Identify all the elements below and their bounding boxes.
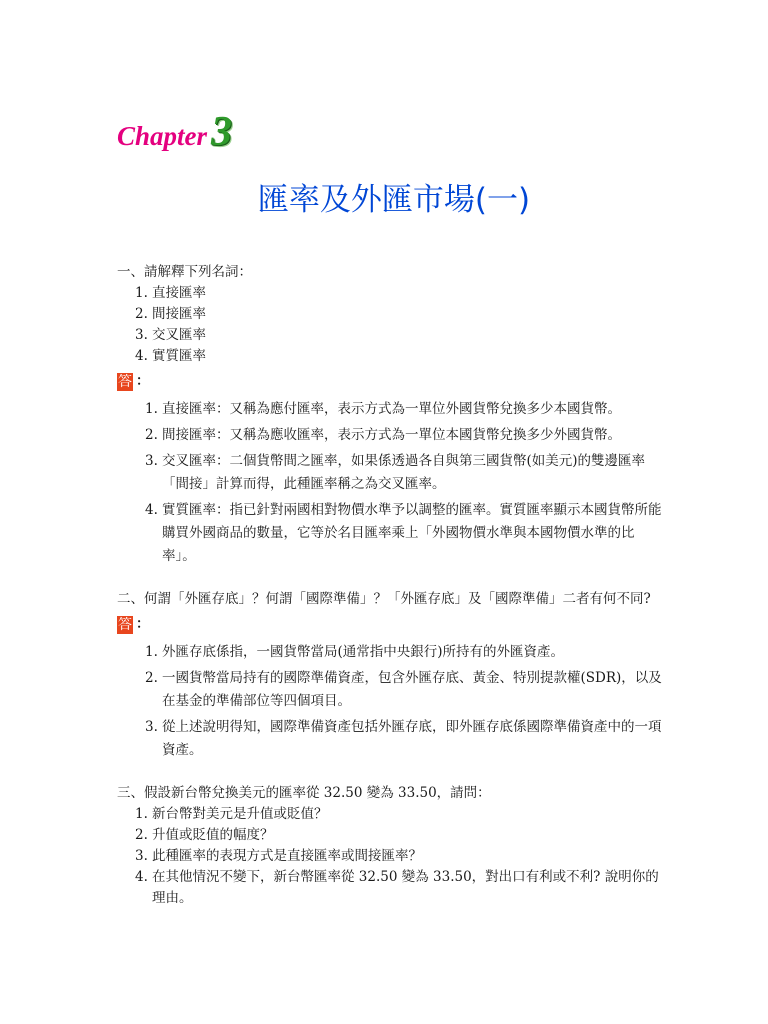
answer-item: 4. 實質匯率：指已針對兩國相對物價水準予以調整的匯率。實質匯率顯示本國貨幣所能購買外國商品的數量，它等於名目匯率乘上「外國物價水準與本國物價水準的比率」。	[145, 502, 662, 564]
section-gap	[117, 571, 665, 589]
document-body	[117, 262, 665, 909]
chapter-heading	[117, 108, 232, 156]
answer-item: 1. 直接匯率：又稱為應付匯率，表示方式為一單位外國貨幣兌換多少本國貨幣。	[145, 401, 621, 417]
question-prompt: 三、假設新台幣兌換美元的匯率從 32.50 變為 33.50，請問：	[117, 785, 491, 801]
list-item: 1. 直接匯率	[135, 285, 206, 301]
answer-item: 3. 從上述說明得知，國際準備資產包括外匯存底，即外匯存底係國際準備資產中的一項資產。	[145, 719, 662, 758]
list-item: 2. 間接匯率	[135, 306, 206, 322]
answer-badge: 答	[118, 616, 132, 633]
list-item: 3. 交叉匯率	[135, 327, 206, 343]
question-1	[117, 262, 665, 568]
question-3	[117, 783, 665, 909]
answer-list	[117, 398, 665, 568]
list-item: 3. 此種匯率的表現方式是直接匯率或間接匯率？	[135, 848, 422, 864]
answer-item: 3. 交叉匯率：二個貨幣間之匯率，如果係透過各自與第三國貨幣(如美元)的雙邊匯率「間接」計算而得，此種匯率稱之為交叉匯率。	[145, 453, 646, 492]
question-2	[117, 589, 665, 762]
answer-label: 答 ：	[118, 373, 150, 390]
sub-question-list	[117, 804, 665, 909]
answer-item: 2. 一國貨幣當局持有的國際準備資產，包含外匯存底、黃金、特別提款權(SDR)，以及在基金的準備部位等四個項目。	[145, 670, 662, 709]
question-prompt: 一、請解釋下列名詞：	[117, 264, 252, 280]
answer-badge: 答	[118, 373, 132, 390]
list-item: 4. 實質匯率	[135, 348, 206, 364]
list-item: 4. 在其他情況不變下，新台幣匯率從 32.50 變為 33.50，對出口有利或不利? 說明你的理由。	[135, 869, 659, 906]
question-prompt: 二、何謂「外匯存底」？何謂「國際準備」？「外匯存底」及「國際準備」二者有何不同?	[117, 591, 651, 607]
answer-label: 答 ：	[118, 616, 150, 633]
list-item: 1. 新台幣對美元是升值或貶值？	[135, 806, 328, 822]
chapter-number: 3	[211, 109, 233, 155]
answer-list	[117, 641, 665, 762]
list-item: 2. 升值或貶值的幅度？	[135, 827, 274, 843]
chapter-word: Chapter	[117, 121, 208, 151]
answer-item: 1. 外匯存底係指，一國貨幣當局(通常指中央銀行)所持有的外匯資產。	[145, 644, 565, 660]
section-gap	[117, 765, 665, 783]
page-title: 匯率及外匯市場(一)	[257, 182, 531, 218]
term-list	[117, 283, 665, 367]
answer-item: 2. 間接匯率：又稱為應收匯率，表示方式為一單位本國貨幣兌換多少外國貨幣。	[145, 427, 621, 443]
